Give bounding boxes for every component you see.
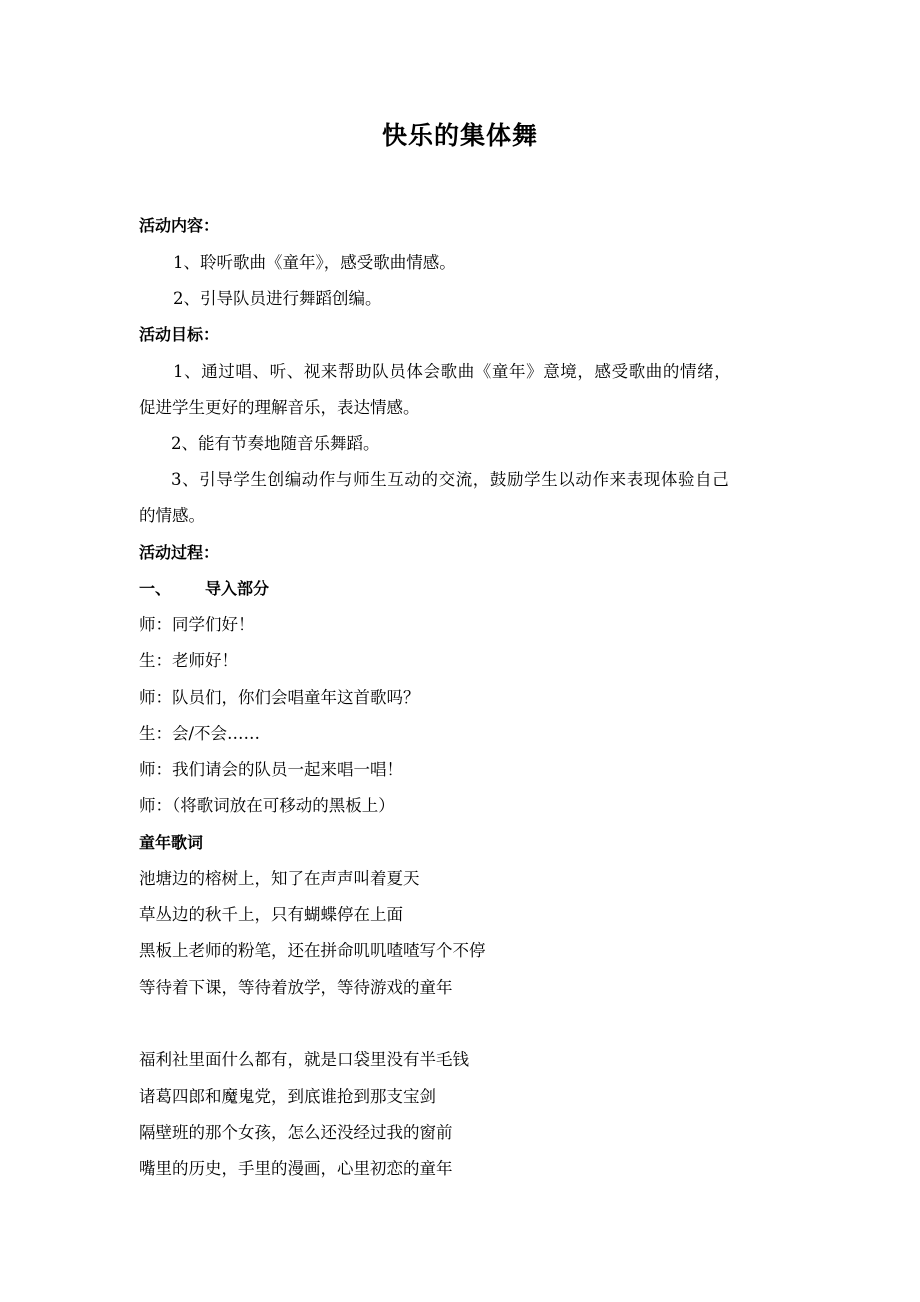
lyrics-line: 诸葛四郎和魔鬼党，到底谁抢到那支宝剑 bbox=[139, 1087, 436, 1106]
dialogue-line: 生：老师好！ bbox=[139, 651, 238, 670]
part1-number: 一、 bbox=[139, 579, 172, 598]
dialogue-line: 生：会/不会…… bbox=[139, 724, 261, 743]
lyrics-line: 黑板上老师的粉笔，还在拼命叽叽喳喳写个不停 bbox=[139, 941, 486, 960]
goals-heading: 活动目标： bbox=[139, 325, 220, 344]
goal-2: 2、能有节奏地随音乐舞蹈。 bbox=[171, 434, 380, 453]
dialogue-line: 师：我们请会的队员一起来唱一唱！ bbox=[139, 760, 403, 779]
lyrics-heading: 童年歌词 bbox=[139, 833, 204, 852]
dialogue-line: 师：同学们好！ bbox=[139, 615, 255, 634]
goal-1-line-2: 促进学生更好的理解音乐，表达情感。 bbox=[139, 398, 420, 417]
lyrics-line: 嘴里的历史，手里的漫画，心里初恋的童年 bbox=[139, 1159, 453, 1178]
goal-3-line-2: 的情感。 bbox=[139, 506, 205, 525]
goal-1-line-1: 1、通过唱、听、视来帮助队员体会歌曲《童年》意境，感受歌曲的情绪， bbox=[173, 362, 732, 381]
content-heading: 活动内容： bbox=[139, 216, 220, 235]
lyrics-line: 隔壁班的那个女孩，怎么还没经过我的窗前 bbox=[139, 1123, 453, 1142]
dialogue-line: 师：队员们，你们会唱童年这首歌吗？ bbox=[139, 688, 420, 707]
lyrics-line: 池塘边的榕树上，知了在声声叫着夏天 bbox=[139, 869, 420, 888]
lyrics-line: 福利社里面什么都有，就是口袋里没有半毛钱 bbox=[139, 1050, 469, 1069]
document-title: 快乐的集体舞 bbox=[381, 121, 538, 150]
content-item: 2、引导队员进行舞蹈创编。 bbox=[173, 289, 382, 308]
content-item: 1、聆听歌曲《童年》，感受歌曲情感。 bbox=[173, 253, 456, 272]
part1-title: 导入部分 bbox=[205, 579, 270, 598]
goal-3-line-1: 3、引导学生创编动作与师生互动的交流，鼓励学生以动作来表现体验自己 bbox=[171, 470, 730, 489]
process-heading: 活动过程： bbox=[139, 543, 220, 562]
lyrics-line: 等待着下课，等待着放学，等待游戏的童年 bbox=[139, 978, 453, 997]
dialogue-line: 师：（将歌词放在可移动的黑板上） bbox=[139, 796, 395, 815]
lyrics-line: 草丛边的秋千上，只有蝴蝶停在上面 bbox=[139, 905, 403, 924]
